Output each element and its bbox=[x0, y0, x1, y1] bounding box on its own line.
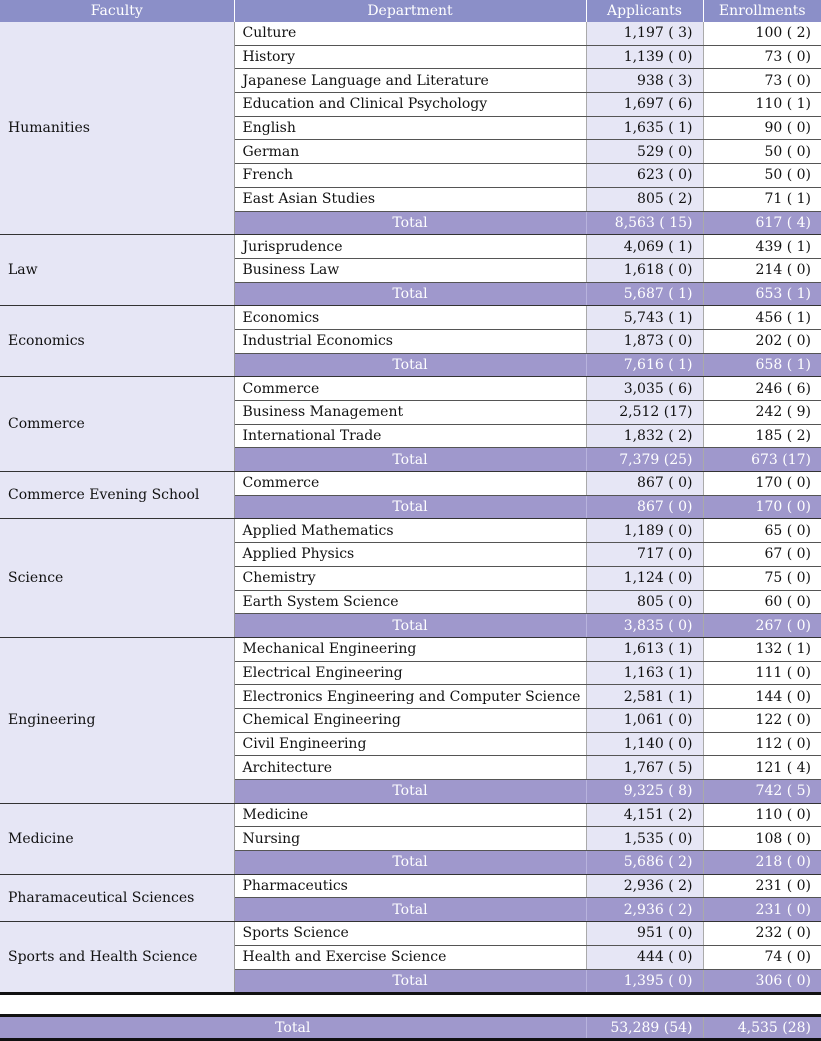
department-cell: Economics bbox=[234, 306, 586, 330]
department-cell: Japanese Language and Literature bbox=[234, 69, 586, 93]
department-cell: Medicine bbox=[234, 803, 586, 827]
grand-total-row bbox=[0, 1016, 821, 1040]
applicants-cell: 1,697 ( 6) bbox=[586, 93, 703, 117]
total-enrollments-cell: 617 ( 4) bbox=[703, 211, 821, 235]
enrollments-cell: 111 ( 0) bbox=[703, 661, 821, 685]
applicants-cell: 1,618 ( 0) bbox=[586, 258, 703, 282]
enrollments-header: Enrollments bbox=[703, 0, 821, 22]
table-row bbox=[0, 235, 821, 259]
total-label: Total bbox=[234, 495, 586, 519]
applicants-cell: 1,140 ( 0) bbox=[586, 732, 703, 756]
department-cell: Civil Engineering bbox=[234, 732, 586, 756]
faculty-cell: Sports and Health Science bbox=[0, 922, 234, 994]
spacer-cell bbox=[586, 994, 703, 1016]
applicants-cell: 1,767 ( 5) bbox=[586, 756, 703, 780]
applicants-header: Applicants bbox=[586, 0, 703, 22]
enrollments-cell: 65 ( 0) bbox=[703, 519, 821, 543]
department-cell: History bbox=[234, 45, 586, 69]
department-cell: Culture bbox=[234, 22, 586, 45]
applicants-cell: 867 ( 0) bbox=[586, 472, 703, 496]
applicants-cell: 805 ( 2) bbox=[586, 187, 703, 211]
faculty-cell: Economics bbox=[0, 306, 234, 377]
department-cell: Earth System Science bbox=[234, 590, 586, 614]
enrollments-cell: 110 ( 1) bbox=[703, 93, 821, 117]
applicants-cell: 623 ( 0) bbox=[586, 164, 703, 188]
faculty-cell: Commerce Evening School bbox=[0, 472, 234, 519]
department-header: Department bbox=[234, 0, 586, 22]
total-label: Total bbox=[234, 211, 586, 235]
applicants-cell: 1,613 ( 1) bbox=[586, 637, 703, 661]
total-enrollments-cell: 231 ( 0) bbox=[703, 898, 821, 922]
enrollments-cell: 121 ( 4) bbox=[703, 756, 821, 780]
department-cell: Commerce bbox=[234, 377, 586, 401]
enrollments-cell: 232 ( 0) bbox=[703, 922, 821, 946]
department-cell: International Trade bbox=[234, 424, 586, 448]
total-enrollments-cell: 653 ( 1) bbox=[703, 282, 821, 306]
department-cell: Sports Science bbox=[234, 922, 586, 946]
applicants-cell: 938 ( 3) bbox=[586, 69, 703, 93]
department-cell: German bbox=[234, 140, 586, 164]
faculty-cell: Science bbox=[0, 519, 234, 637]
total-label: Total bbox=[234, 614, 586, 638]
enrollments-cell: 456 ( 1) bbox=[703, 306, 821, 330]
applicants-cell: 1,635 ( 1) bbox=[586, 116, 703, 140]
table-row bbox=[0, 637, 821, 661]
department-cell: Commerce bbox=[234, 472, 586, 496]
applicants-cell: 1,061 ( 0) bbox=[586, 708, 703, 732]
table-row bbox=[0, 803, 821, 827]
department-cell: Electronics Engineering and Computer Science bbox=[234, 685, 586, 709]
applicants-cell: 805 ( 0) bbox=[586, 590, 703, 614]
total-label: Total bbox=[234, 353, 586, 377]
faculty-cell: Law bbox=[0, 235, 234, 306]
total-enrollments-cell: 267 ( 0) bbox=[703, 614, 821, 638]
total-applicants-cell: 7,616 ( 1) bbox=[586, 353, 703, 377]
total-enrollments-cell: 218 ( 0) bbox=[703, 851, 821, 875]
enrollments-cell: 50 ( 0) bbox=[703, 164, 821, 188]
applicants-cell: 529 ( 0) bbox=[586, 140, 703, 164]
enrollments-cell: 214 ( 0) bbox=[703, 258, 821, 282]
total-enrollments-cell: 673 (17) bbox=[703, 448, 821, 472]
total-enrollments-cell: 170 ( 0) bbox=[703, 495, 821, 519]
grand-total-applicants: 53,289 (54) bbox=[586, 1016, 703, 1040]
enrollments-cell: 75 ( 0) bbox=[703, 566, 821, 590]
spacer-cell bbox=[0, 994, 234, 1016]
department-cell: Industrial Economics bbox=[234, 329, 586, 353]
enrollments-cell: 73 ( 0) bbox=[703, 45, 821, 69]
faculty-cell: Medicine bbox=[0, 803, 234, 874]
enrollments-cell: 242 ( 9) bbox=[703, 401, 821, 425]
total-applicants-cell: 9,325 ( 8) bbox=[586, 780, 703, 804]
total-label: Total bbox=[234, 969, 586, 994]
total-label: Total bbox=[234, 898, 586, 922]
enrollments-cell: 67 ( 0) bbox=[703, 543, 821, 567]
applicants-cell: 951 ( 0) bbox=[586, 922, 703, 946]
applicants-cell: 444 ( 0) bbox=[586, 945, 703, 969]
applicants-cell: 3,035 ( 6) bbox=[586, 377, 703, 401]
applicants-cell: 5,743 ( 1) bbox=[586, 306, 703, 330]
faculty-cell: Commerce bbox=[0, 377, 234, 472]
applicants-cell: 1,832 ( 2) bbox=[586, 424, 703, 448]
total-enrollments-cell: 306 ( 0) bbox=[703, 969, 821, 994]
applicants-cell: 1,163 ( 1) bbox=[586, 661, 703, 685]
enrollments-cell: 122 ( 0) bbox=[703, 708, 821, 732]
enrollments-cell: 231 ( 0) bbox=[703, 874, 821, 898]
department-cell: East Asian Studies bbox=[234, 187, 586, 211]
applicants-cell: 1,189 ( 0) bbox=[586, 519, 703, 543]
department-cell: Business Law bbox=[234, 258, 586, 282]
department-cell: Mechanical Engineering bbox=[234, 637, 586, 661]
department-cell: Chemistry bbox=[234, 566, 586, 590]
header-row bbox=[0, 0, 821, 22]
total-applicants-cell: 8,563 ( 15) bbox=[586, 211, 703, 235]
total-label: Total bbox=[234, 282, 586, 306]
total-applicants-cell: 7,379 (25) bbox=[586, 448, 703, 472]
enrollments-cell: 73 ( 0) bbox=[703, 69, 821, 93]
department-cell: Education and Clinical Psychology bbox=[234, 93, 586, 117]
enrollments-cell: 112 ( 0) bbox=[703, 732, 821, 756]
enrollments-cell: 439 ( 1) bbox=[703, 235, 821, 259]
department-cell: Architecture bbox=[234, 756, 586, 780]
spacer-cell bbox=[234, 994, 586, 1016]
table-row bbox=[0, 472, 821, 496]
table-row bbox=[0, 377, 821, 401]
total-label: Total bbox=[234, 851, 586, 875]
department-cell: Pharmaceutics bbox=[234, 874, 586, 898]
grand-total-enrollments: 4,535 (28) bbox=[703, 1016, 821, 1040]
faculty-cell: Pharamaceutical Sciences bbox=[0, 874, 234, 921]
total-enrollments-cell: 658 ( 1) bbox=[703, 353, 821, 377]
applicants-cell: 1,535 ( 0) bbox=[586, 827, 703, 851]
enrollments-cell: 170 ( 0) bbox=[703, 472, 821, 496]
department-cell: Nursing bbox=[234, 827, 586, 851]
applicants-cell: 4,151 ( 2) bbox=[586, 803, 703, 827]
total-applicants-cell: 5,686 ( 2) bbox=[586, 851, 703, 875]
enrollments-cell: 246 ( 6) bbox=[703, 377, 821, 401]
total-applicants-cell: 1,395 ( 0) bbox=[586, 969, 703, 994]
table-body bbox=[0, 22, 821, 1040]
department-cell: Applied Mathematics bbox=[234, 519, 586, 543]
enrollments-cell: 90 ( 0) bbox=[703, 116, 821, 140]
spacer-row bbox=[0, 994, 821, 1016]
total-applicants-cell: 867 ( 0) bbox=[586, 495, 703, 519]
department-cell: Business Management bbox=[234, 401, 586, 425]
table-row bbox=[0, 922, 821, 946]
total-label: Total bbox=[234, 780, 586, 804]
table-row bbox=[0, 22, 821, 45]
table-row bbox=[0, 306, 821, 330]
applicants-cell: 1,873 ( 0) bbox=[586, 329, 703, 353]
applicants-cell: 4,069 ( 1) bbox=[586, 235, 703, 259]
enrollments-cell: 202 ( 0) bbox=[703, 329, 821, 353]
spacer-cell bbox=[703, 994, 821, 1016]
enrollments-cell: 108 ( 0) bbox=[703, 827, 821, 851]
applicants-cell: 717 ( 0) bbox=[586, 543, 703, 567]
grand-total-label: Total bbox=[0, 1016, 586, 1040]
enrollments-cell: 60 ( 0) bbox=[703, 590, 821, 614]
applicants-cell: 2,581 ( 1) bbox=[586, 685, 703, 709]
enrollments-cell: 185 ( 2) bbox=[703, 424, 821, 448]
department-cell: Health and Exercise Science bbox=[234, 945, 586, 969]
faculty-cell: Engineering bbox=[0, 637, 234, 803]
department-cell: Jurisprudence bbox=[234, 235, 586, 259]
applicants-cell: 2,936 ( 2) bbox=[586, 874, 703, 898]
total-label: Total bbox=[234, 448, 586, 472]
total-applicants-cell: 5,687 ( 1) bbox=[586, 282, 703, 306]
enrollments-cell: 100 ( 2) bbox=[703, 22, 821, 45]
applicants-cell: 1,197 ( 3) bbox=[586, 22, 703, 45]
department-cell: French bbox=[234, 164, 586, 188]
department-cell: Electrical Engineering bbox=[234, 661, 586, 685]
enrollments-cell: 110 ( 0) bbox=[703, 803, 821, 827]
department-cell: Applied Physics bbox=[234, 543, 586, 567]
applicants-cell: 1,124 ( 0) bbox=[586, 566, 703, 590]
department-cell: Chemical Engineering bbox=[234, 708, 586, 732]
applicants-cell: 1,139 ( 0) bbox=[586, 45, 703, 69]
department-cell: English bbox=[234, 116, 586, 140]
enrollments-cell: 71 ( 1) bbox=[703, 187, 821, 211]
enrollments-cell: 144 ( 0) bbox=[703, 685, 821, 709]
applicants-cell: 2,512 (17) bbox=[586, 401, 703, 425]
table-row bbox=[0, 874, 821, 898]
faculty-header: Faculty bbox=[0, 0, 234, 22]
total-applicants-cell: 2,936 ( 2) bbox=[586, 898, 703, 922]
enrollments-cell: 74 ( 0) bbox=[703, 945, 821, 969]
enrollments-cell: 132 ( 1) bbox=[703, 637, 821, 661]
faculty-cell: Humanities bbox=[0, 22, 234, 235]
enrollments-cell: 50 ( 0) bbox=[703, 140, 821, 164]
total-applicants-cell: 3,835 ( 0) bbox=[586, 614, 703, 638]
total-enrollments-cell: 742 ( 5) bbox=[703, 780, 821, 804]
table-row bbox=[0, 519, 821, 543]
